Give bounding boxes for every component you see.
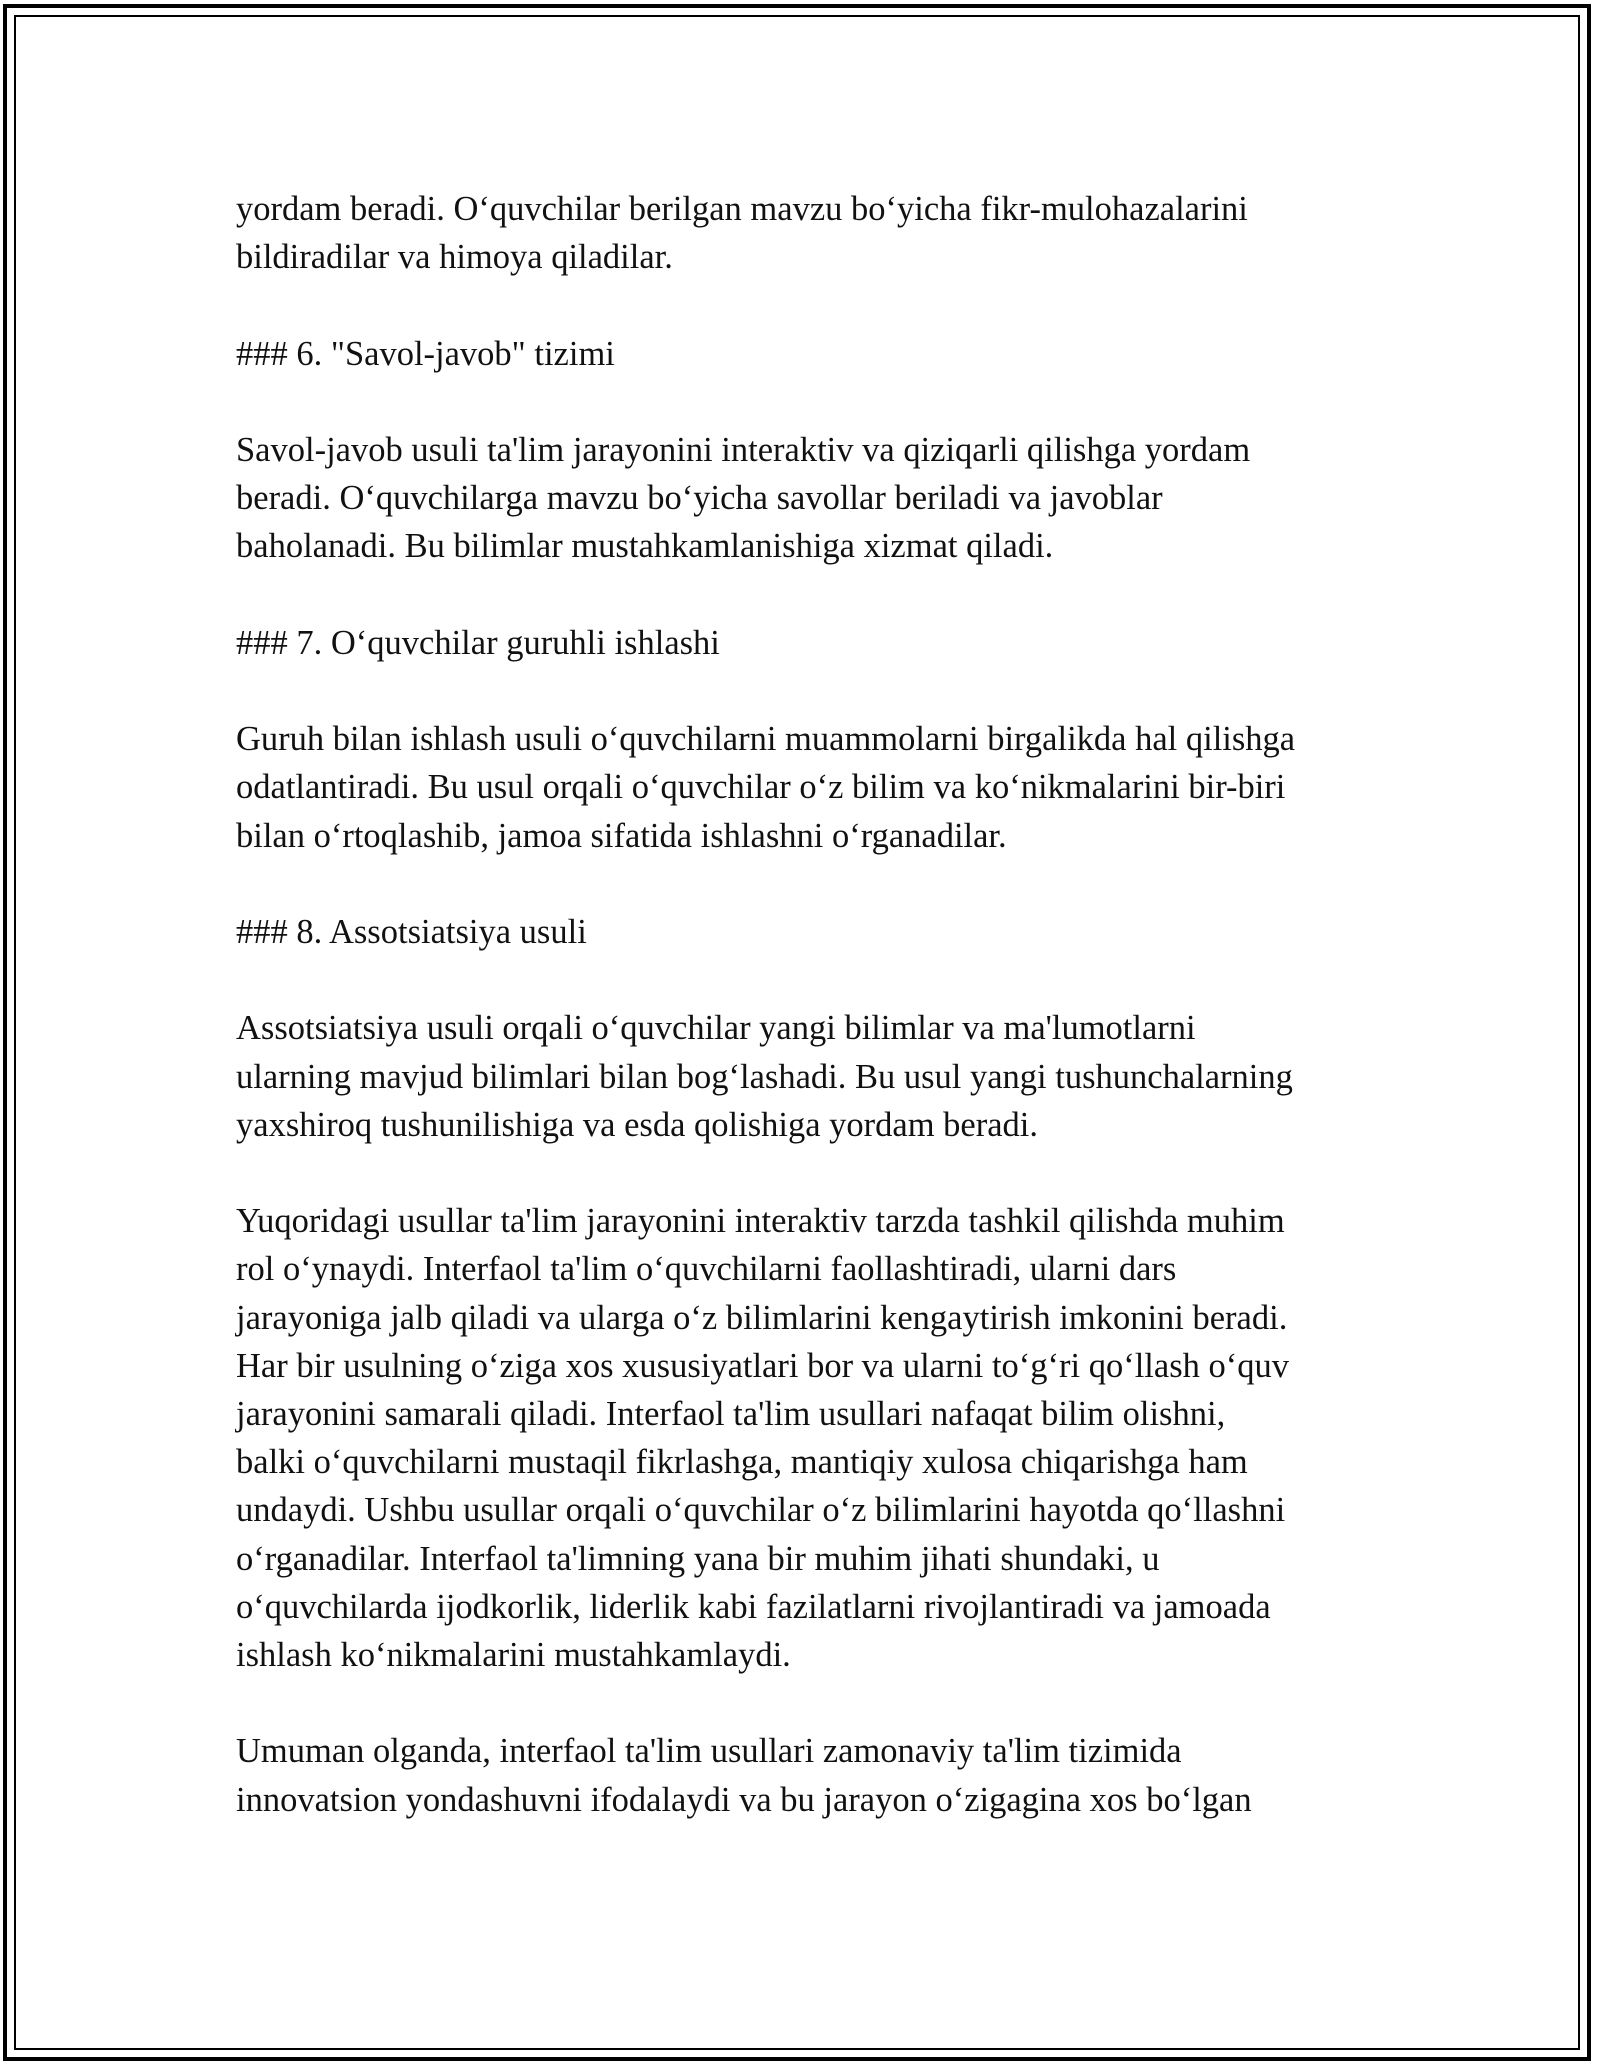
paragraph-savol-javob: Savol-javob usuli ta'lim jarayonini interaktiv va qiziqarli qilishga yordam beradi. O‘quvchilarga mavzu bo‘yicha savollar beriladi va javoblar baholanadi. Bu bilimlar mustahkamlanishiga xizmat qiladi. [236,430,1251,566]
paragraph-guruhli-ishlash: Guruh bilan ishlash usuli o‘quvchilarni muammolarni birgalikda hal qilishga odatlantiradi. Bu usul orqali o‘quvchilar o‘z bilim va ko‘nikmalarini bir-biri bilan o‘rtoqlashib, jamoa sifatida ishlashni o‘rganadilar. [236,720,1296,855]
heading-guruhli-ishlash: ### 7. O‘quvchilar guruhli ishlashi [236,623,720,662]
heading-assotsiatsiya: ### 8. Assotsiatsiya usuli [236,912,587,951]
heading-savol-javob: ### 6. "Savol-javob" tizimi [236,334,615,373]
paragraph-continuation: yordam beradi. O‘quvchilar berilgan mavzu bo‘yicha fikr-mulohazalarini bildiradilar va himoya qiladilar. [236,190,1248,277]
paragraph-conclusion: Umuman olganda, interfaol ta'lim usullari zamonaviy ta'lim tizimida innovatsion yondashuvni ifodalaydi va bu jarayon o‘zigagina xos bo‘lgan [236,1732,1252,1819]
paragraph-summary: Yuqoridagi usullar ta'lim jarayonini interaktiv tarzda tashkil qilishda muhim rol o‘ynaydi. Interfaol ta'lim o‘quvchilarni faollashtiradi, ularni dars jarayoniga jalb qiladi va ularga o‘z bilimlarini kengaytirish imkonini beradi. Har bir usulning o‘ziga xos xususiyatlari bor va ularni to‘g‘ri qo‘llash o‘quv jarayonini samarali qiladi. Interfaol ta'lim usullari nafaqat bilim olishni, balki o‘quvchilarni mustaqil fikrlashga, mantiqiy xulosa chiqarishga ham undaydi. Ushbu usullar orqali o‘quvchilar o‘z bilimlarini hayotda qo‘llashni o‘rganadilar. Interfaol ta'limning yana bir muhim jihati shundaki, u o‘quvchilarda ijodkorlik, liderlik kabi fazilatlarni rivojlantiradi va jamoada ishlash ko‘nikmalarini mustahkamlaydi. [236,1202,1289,1674]
document-body [236,185,1376,1824]
paragraph-assotsiatsiya: Assotsiatsiya usuli orqali o‘quvchilar yangi bilimlar va ma'lumotlarni ularning mavjud bilimlari bilan bog‘lashadi. Bu usul yangi tushunchalarning yaxshiroq tushunilishiga va esda qolishiga yordam beradi. [236,1009,1293,1144]
